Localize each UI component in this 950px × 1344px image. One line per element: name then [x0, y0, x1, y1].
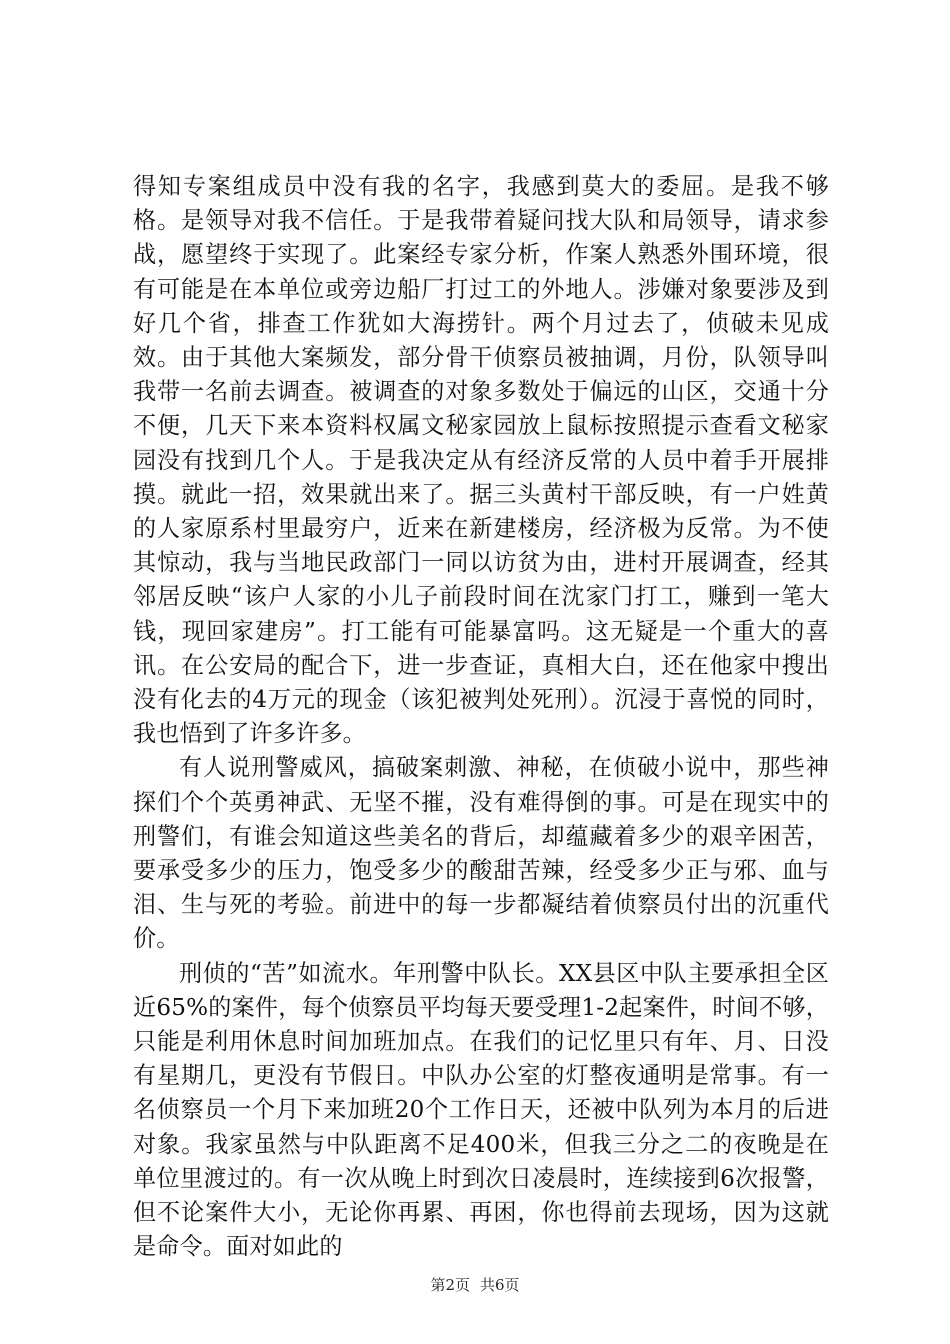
- paragraph-1: 得知专案组成员中没有我的名字，我感到莫大的委屈。是我不够格。是领导对我不信任。于是我带着疑问找大队和局领导，请求参战，愿望终于实现了。此案经专家分析，作案人熟悉外围环境，很有可能是在本单位或旁边船厂打过工的外地人。涉嫌对象要涉及到好几个省，排查工作犹如大海捞针。两个月过去了，侦破未见成效。由于其他大案频发，部分骨干侦察员被抽调，月份，队领导叫我带一名前去调查。被调查的对象多数处于偏远的山区，交通十分不便，几天下来本资料权属文秘家园放上鼠标按照提示查看文秘家园没有找到几个人。于是我决定从有经济反常的人员中着手开展排摸。就此一招，效果就出来了。据三头黄村干部反映，有一户姓黄的人家原系村里最穷户，近来在新建楼房，经济极为反常。为不使其惊动，我与当地民政部门一同以访贫为由，进村开展调查，经其邻居反映“该户人家的小儿子前段时间在沈家门打工，赚到一笔大钱，现回家建房”。打工能有可能暴富吗。这无疑是一个重大的喜讯。在公安局的配合下，进一步查证，真相大白，还在他家中搜出没有化去的4万元的现金（该犯被判处死刑）。沉浸于喜悦的同时，我也悟到了许多许多。: [133, 174, 829, 748]
- page-total: 共6页: [480, 1276, 520, 1294]
- document-body: [133, 170, 829, 1265]
- page-footer: [0, 1276, 950, 1294]
- paragraph-3: 刑侦的“苦”如流水。年刑警中队长。XX县区中队主要承担全区近65%的案件，每个侦察员平均每天要受理1-2起案件，时间不够，只能是利用休息时间加班加点。在我们的记忆里只有年、月、日没有星期几，更没有节假日。中队办公室的灯整夜通明是常事。有一名侦察员一个月下来加班20个工作日天，还被中队列为本月的后进对象。我家虽然与中队距离不足400米，但我三分之二的夜晚是在单位里渡过的。有一次从晚上时到次日凌晨时，连续接到6次报警，但不论案件大小，无论你再累、再困，你也得前去现场，因为这就是命令。面对如此的: [133, 960, 829, 1261]
- page-number: 第2页: [430, 1276, 470, 1294]
- paragraph-2: 有人说刑警威风，搞破案刺激、神秘，在侦破小说中，那些神探们个个英勇神武、无坚不摧，没有难得倒的事。可是在现实中的刑警们，有谁会知道这些美名的背后，却蕴藏着多少的艰辛困苦，要承受多少的压力，饱受多少的酸甜苦辣，经受多少正与邪、血与泪、生与死的考验。前进中的每一步都凝结着侦察员付出的沉重代价。: [133, 755, 829, 953]
